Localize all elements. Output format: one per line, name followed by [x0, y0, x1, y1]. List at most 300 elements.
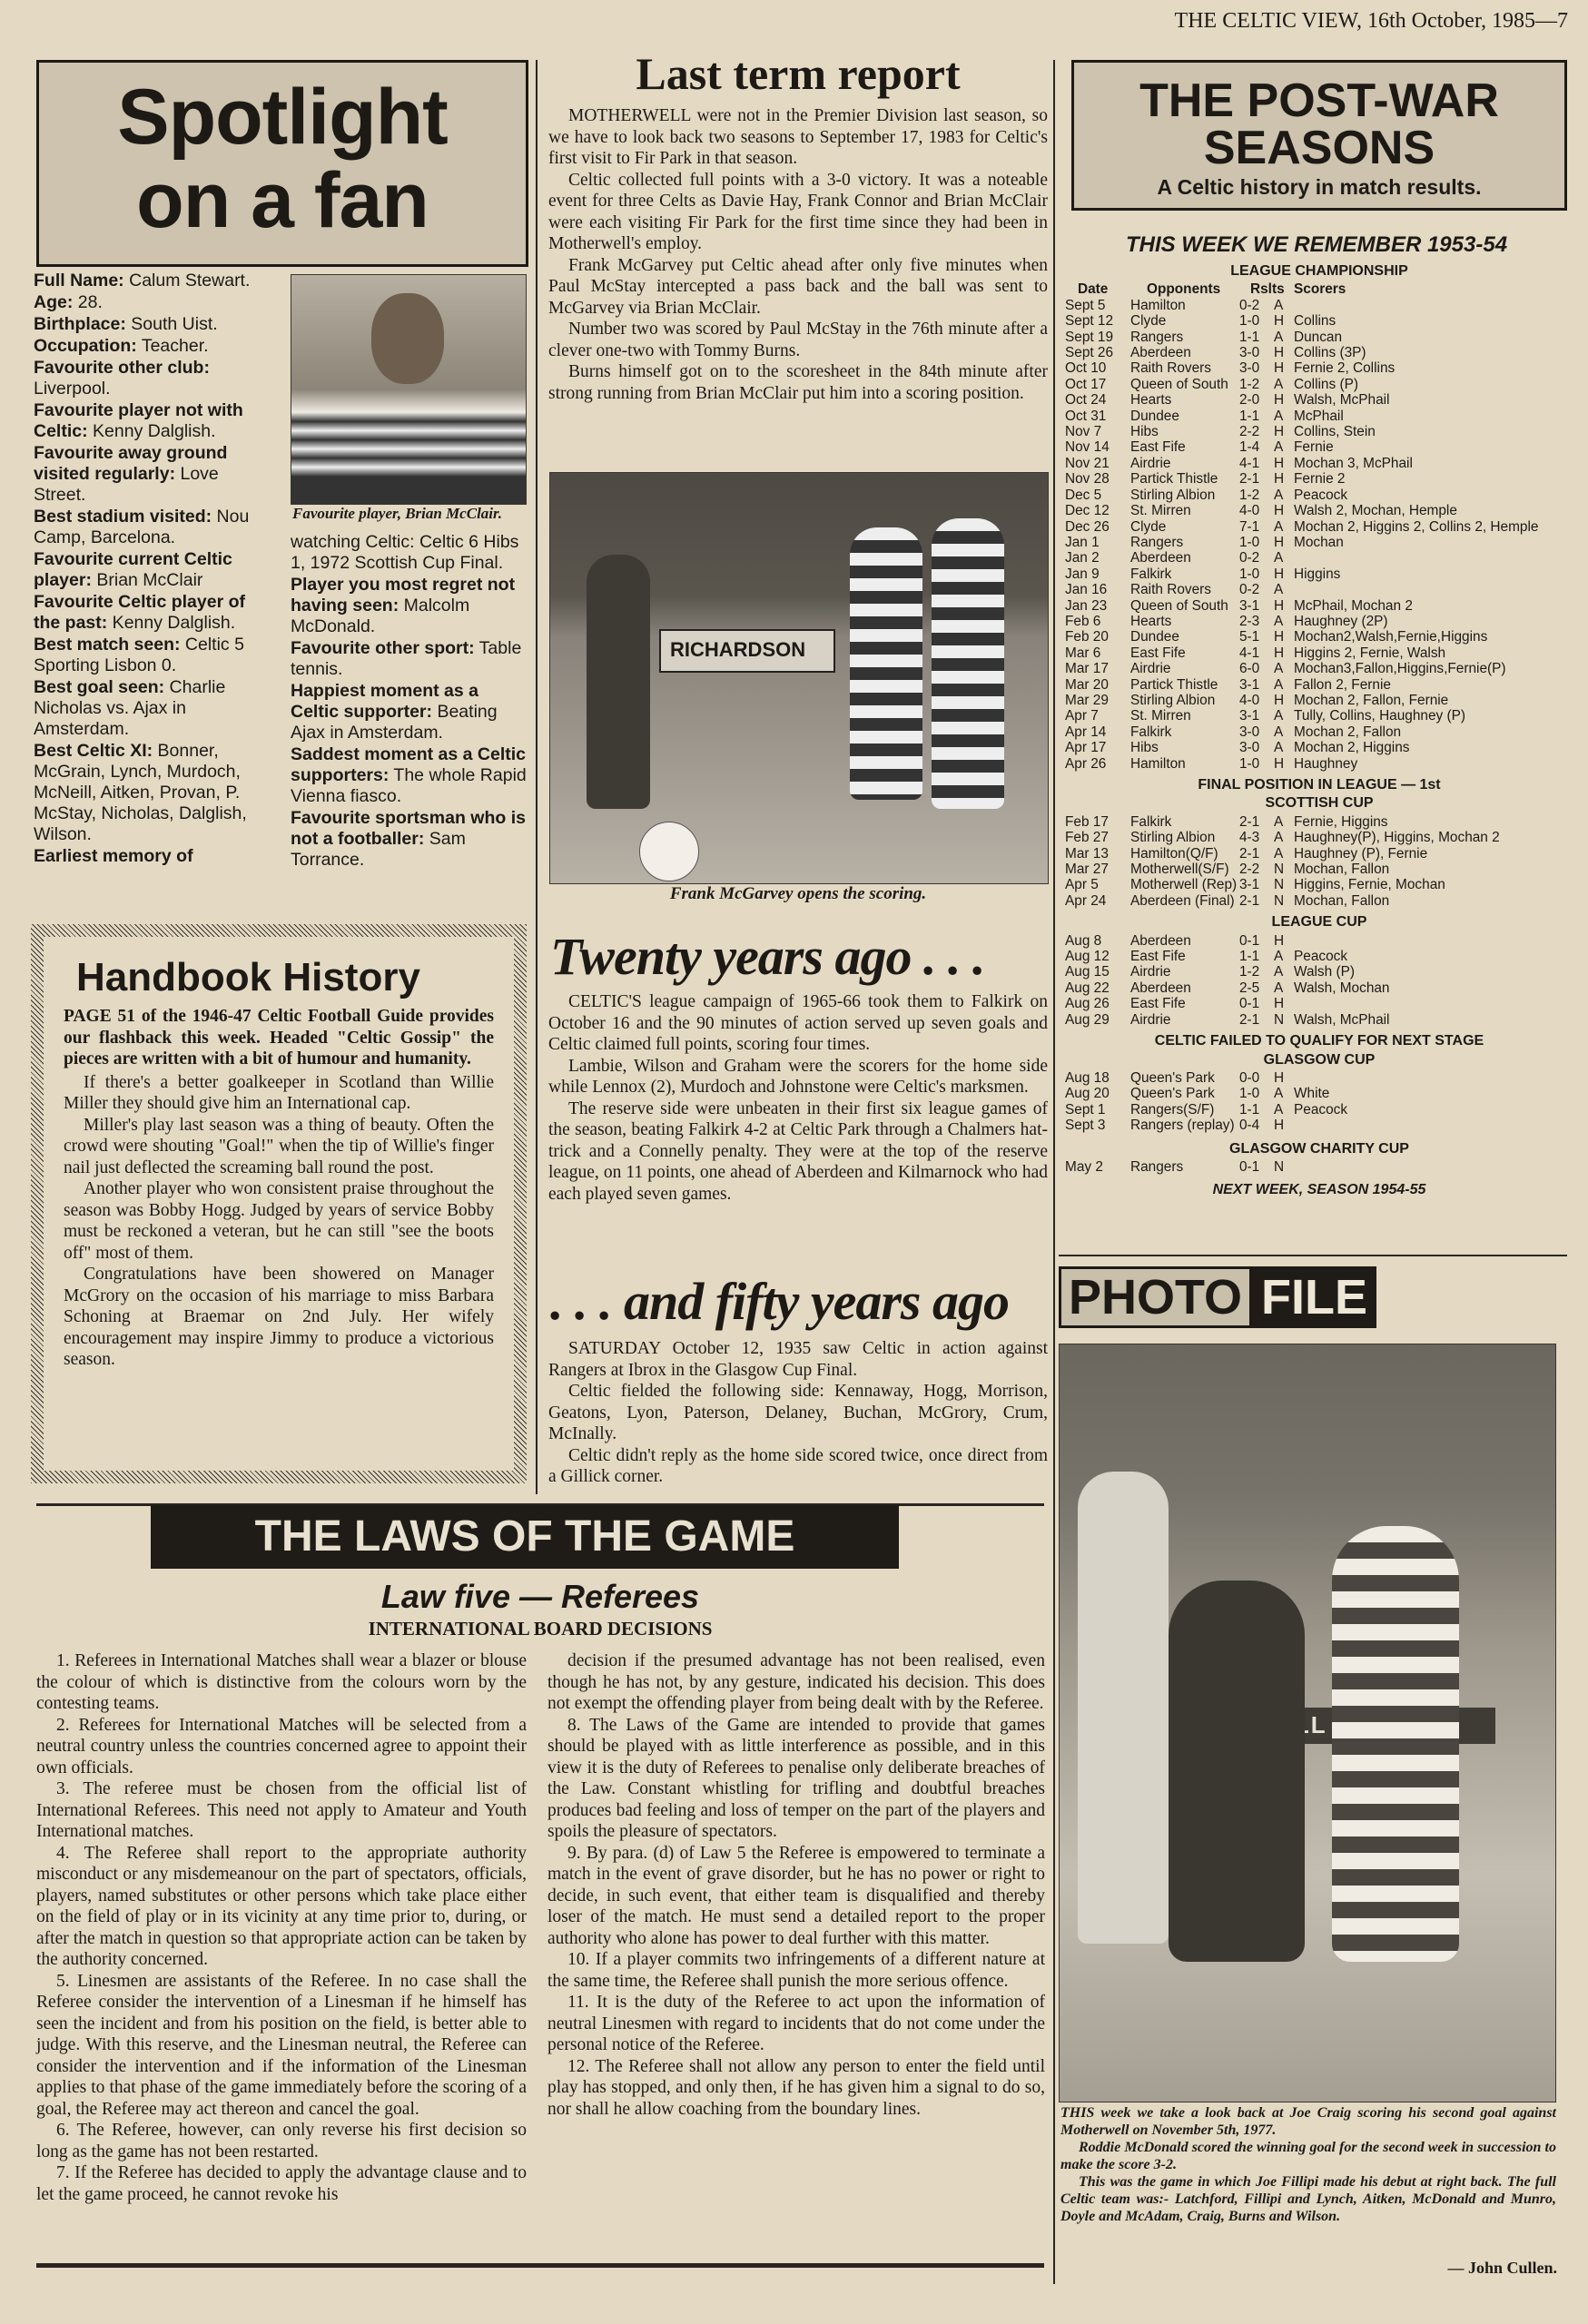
fan-field-label: Happiest moment as a Celtic supporter:	[291, 681, 478, 722]
result-row	[1065, 598, 1573, 614]
photofile-photo	[1059, 1344, 1556, 2102]
result-scorers: White	[1294, 1086, 1330, 1102]
charity-cup-title: GLASGOW CHARITY CUP	[1229, 1140, 1409, 1157]
law-paragraph: 4. The Referee shall report to the appropriate authority misconduct or any misdemeanour on the part of spectators, officials, players, named substitutes or other persons which take place either on the field of play or in its vicinity at any time prior to, during, or after the match in question so that appropriate action can be taken by the authority concerned.	[36, 1843, 527, 1969]
law-paragraph: 10. If a player commits two infringements of a different nature at the same time, the Referee shall punish the more serious offence.	[547, 1950, 1045, 1991]
result-scorers: Haughney(P), Higgins, Mochan 2	[1294, 830, 1500, 846]
result-opponent: Falkirk	[1130, 813, 1172, 830]
result-row	[1065, 439, 1573, 455]
result-score: 4-1	[1239, 455, 1260, 471]
result-date: Mar 13	[1065, 845, 1109, 862]
result-score: 0-2	[1239, 582, 1260, 598]
result-row	[1065, 693, 1573, 708]
fan-field	[34, 358, 271, 399]
fan-field	[291, 681, 528, 743]
result-venue: A	[1274, 613, 1284, 629]
result-date: Apr 7	[1065, 708, 1099, 724]
result-venue: H	[1274, 755, 1285, 772]
result-row	[1065, 487, 1573, 503]
result-opponent: Hamilton(Q/F)	[1130, 845, 1218, 862]
result-scorers: Collins (3P)	[1294, 345, 1366, 361]
result-row	[1065, 456, 1573, 471]
result-scorers	[1294, 933, 1573, 949]
result-scorers	[1294, 1159, 1573, 1175]
result-score: 7-1	[1239, 518, 1260, 535]
result-score: 1-0	[1239, 313, 1260, 330]
result-score: 4-0	[1239, 692, 1260, 708]
result-row	[1065, 298, 1573, 313]
result-venue: A	[1274, 329, 1284, 345]
glasgow-cup-title: GLASGOW CUP	[1263, 1051, 1376, 1068]
fan-field-label: Full Name:	[34, 271, 124, 290]
result-date: Sept 26	[1065, 345, 1114, 361]
result-row	[1065, 996, 1573, 1011]
result-date: Aug 20	[1065, 1086, 1110, 1102]
law-paragraph: 1. Referees in International Matches shall wear a blazer or blouse the colour of which is distinctive from the colours worn by the contesting teams.	[36, 1651, 527, 1713]
result-venue: A	[1274, 813, 1284, 830]
photofile-title	[1059, 1265, 1376, 1329]
result-date: Dec 26	[1065, 518, 1110, 535]
result-row	[1065, 708, 1573, 724]
fan-field	[34, 443, 271, 506]
last-term-photo	[549, 472, 1049, 884]
result-opponent: Partick Thistle	[1130, 676, 1218, 693]
result-venue: N	[1274, 862, 1285, 878]
result-venue: H	[1274, 645, 1285, 661]
result-opponent: Raith Rovers	[1130, 582, 1211, 598]
result-date: Jan 1	[1065, 534, 1100, 550]
result-venue: H	[1274, 1118, 1285, 1134]
result-scorers: Peacock	[1294, 487, 1348, 503]
fan-earliest-memory: watching Celtic: Celtic 6 Hibs 1, 1972 Scottish Cup Final.	[291, 532, 519, 573]
result-opponent: East Fife	[1130, 949, 1186, 965]
result-date: Mar 27	[1065, 862, 1109, 878]
photofile-caption	[1060, 2104, 1556, 2225]
result-venue: H	[1274, 932, 1285, 949]
result-row	[1065, 645, 1573, 661]
result-date: Feb 20	[1065, 629, 1109, 645]
result-date: Nov 7	[1065, 424, 1102, 440]
result-opponent: Motherwell (Rep)	[1130, 877, 1238, 893]
photofile-title-a: PHOTO	[1059, 1266, 1252, 1328]
result-scorers: Walsh, Mochan	[1294, 980, 1390, 996]
result-opponent: Hearts	[1130, 613, 1172, 629]
result-score: 5-1	[1239, 629, 1260, 645]
result-score: 1-1	[1239, 949, 1260, 965]
result-row	[1065, 582, 1573, 597]
result-score: 2-1	[1239, 892, 1260, 909]
result-row	[1065, 519, 1573, 535]
result-opponent: Stirling Albion	[1130, 692, 1216, 708]
result-date: Feb 17	[1065, 813, 1109, 830]
player-figure	[1078, 1472, 1169, 1944]
result-scorers	[1294, 298, 1573, 313]
result-score: 4-0	[1239, 503, 1260, 519]
fan-field	[34, 846, 271, 867]
result-opponent: East Fife	[1130, 645, 1186, 661]
fan-field	[34, 292, 271, 313]
result-date: Apr 17	[1065, 740, 1107, 756]
result-row	[1065, 345, 1573, 360]
fan-field-label: Favourite sportsman who is not a footballer:	[291, 808, 526, 849]
law-paragraph: 5. Linesmen are assistants of the Referee. In no case shall the Referee consider the intervention of a Linesman if he himself has seen the incident and from his position on the field, is better able to judge. With this reserve, and the Linesman neutral, the Referee can consider the intervention and if the information of the Linesman applies to that phase of the game immediately before the scoring of a goal, the Referee may act thereon and cancel the goal.	[36, 1971, 527, 2119]
last-term-paragraph: MOTHERWELL were not in the Premier Division last season, so we have to look back two seasons to September 17, 1983 for Celtic's first visit to Fir Park in that season.	[548, 106, 1048, 168]
result-score: 2-5	[1239, 980, 1260, 996]
next-week: NEXT WEEK, SEASON 1954-55	[1212, 1182, 1426, 1198]
fan-field-label: Best stadium visited:	[34, 507, 212, 527]
result-scorers: Walsh, McPhail	[1294, 1011, 1390, 1028]
fifty-title: . . . and fifty years ago	[550, 1272, 1009, 1331]
photofile-byline: — John Cullen.	[1447, 2259, 1557, 2277]
fan-field	[34, 592, 271, 634]
law-paragraph: 3. The referee must be chosen from the official list of International Referees. This need not apply to Amateur and Youth International matches.	[36, 1779, 527, 1841]
laws-subtitle: Law five — Referees	[380, 1578, 700, 1615]
handbook-body	[44, 1070, 514, 1373]
fan-photo-head	[371, 293, 444, 384]
result-date: Dec 5	[1065, 487, 1102, 503]
twenty-paragraph: The reserve side were unbeaten in their first six league games of the season, beating Falkirk 4-2 at Celtic Park through a Chalmers hat-trick and a Connelly penalty. They were at the top of the reserve league, on 11 points, one ahead of Aberdeen and Kilmarnock who had each played seven games.	[548, 1098, 1048, 1204]
result-scorers: Duncan	[1294, 329, 1343, 345]
result-date: Oct 10	[1065, 360, 1107, 377]
result-opponent: East Fife	[1130, 996, 1186, 1012]
fan-field-value: Bonner, McGrain, Lynch, Murdoch, McNeill, Aitken, Provan, P. McStay, Nicholas, Dalglish, Wilson.	[34, 741, 247, 844]
result-score: 4-1	[1239, 645, 1260, 661]
last-term-body	[548, 105, 1048, 404]
result-score: 1-2	[1239, 376, 1260, 392]
result-row	[1065, 877, 1573, 892]
laws-banner: THE LAWS OF THE GAME	[151, 1505, 899, 1569]
result-date: Nov 28	[1065, 471, 1110, 487]
result-row	[1065, 550, 1573, 566]
result-scorers: Collins	[1294, 313, 1336, 330]
fan-field-label: Best goal seen:	[34, 677, 165, 697]
result-score: 1-0	[1239, 534, 1260, 550]
result-row	[1065, 392, 1573, 408]
result-score: 0-2	[1239, 550, 1260, 566]
result-opponent: Aberdeen	[1130, 980, 1191, 996]
result-scorers: Mochan2,Walsh,Fernie,Higgins	[1294, 629, 1488, 645]
fan-field-label: Favourite Celtic player of the past:	[34, 592, 245, 633]
result-score: 6-0	[1239, 661, 1260, 677]
result-opponent: Hamilton	[1130, 297, 1186, 313]
result-date: Nov 21	[1065, 455, 1110, 471]
result-opponent: Rangers	[1130, 1158, 1184, 1175]
fan-field-value: Love Street.	[34, 464, 219, 505]
result-row	[1065, 629, 1573, 645]
result-row	[1065, 846, 1573, 862]
twenty-body	[548, 991, 1048, 1205]
postwar-title: THE POST-WAR SEASONS	[1139, 74, 1499, 174]
fan-field	[291, 575, 528, 637]
result-date: Mar 20	[1065, 676, 1109, 693]
result-score: 1-1	[1239, 329, 1260, 345]
result-score: 0-1	[1239, 1158, 1260, 1175]
fan-photo-caption: Favourite player, Brian McClair.	[292, 505, 502, 522]
result-venue: H	[1274, 996, 1285, 1012]
last-term-paragraph: Celtic collected full points with a 3-0 victory. It was a noteable event for three Celts as Davie Hay, Frank Connor and Brian McClair were each visiting Fir Park for the first time since they had been in Motherwell's employ.	[548, 170, 1048, 253]
result-date: Sept 3	[1065, 1118, 1106, 1134]
result-row	[1065, 964, 1573, 980]
result-scorers: Haughney (2P)	[1294, 613, 1388, 629]
result-date: Sept 1	[1065, 1101, 1106, 1118]
result-date: Oct 31	[1065, 408, 1107, 424]
ball	[639, 822, 699, 881]
result-row	[1065, 503, 1573, 518]
fan-field	[34, 677, 271, 740]
result-score: 3-0	[1239, 724, 1260, 740]
result-opponent: Clyde	[1130, 518, 1167, 535]
result-scorers: Mochan, Fallon	[1294, 862, 1390, 878]
fan-field-label: Favourite away ground visited regularly:	[34, 443, 228, 484]
result-opponent: St. Mirren	[1130, 708, 1191, 724]
result-venue: A	[1274, 661, 1284, 677]
handbook-paragraph: Miller's play last season was a thing of beauty. Often the crowd were shouting "Goal!" when the tip of Willie's finger nail just deflected the screaming ball round the post.	[64, 1115, 494, 1177]
result-row	[1065, 471, 1573, 487]
fan-field-value: Brian McClair	[91, 570, 203, 590]
result-score: 1-1	[1239, 1101, 1260, 1118]
result-score: 1-1	[1239, 408, 1260, 424]
result-row	[1065, 814, 1573, 830]
results-header	[1065, 281, 1573, 297]
result-score: 2-2	[1239, 424, 1260, 440]
result-score: 0-1	[1239, 932, 1260, 949]
result-row	[1065, 724, 1573, 740]
result-score: 3-0	[1239, 345, 1260, 361]
result-venue: H	[1274, 455, 1285, 471]
column-rule	[536, 60, 538, 1494]
result-date: Apr 24	[1065, 892, 1107, 909]
fan-field-label: Player you most regret not having seen:	[291, 575, 516, 615]
header-scorers: Scorers	[1294, 281, 1346, 298]
result-venue: A	[1274, 845, 1284, 862]
photofile-rule	[1059, 1255, 1567, 1256]
player-figure	[850, 527, 922, 800]
result-venue: A	[1274, 550, 1284, 566]
fifty-body	[548, 1338, 1048, 1488]
result-scorers: Mochan 2, Higgins	[1294, 740, 1410, 756]
result-venue: A	[1274, 376, 1284, 392]
result-scorers	[1294, 1070, 1573, 1086]
fifty-paragraph: Celtic fielded the following side: Kennaway, Hogg, Morrison, Geatons, Lyon, Paterson, Delaney, Buchan, McGrory, Crum, McInally.	[548, 1382, 1048, 1443]
result-scorers: Higgins	[1294, 566, 1341, 582]
result-opponent: Aberdeen	[1130, 550, 1191, 566]
handbook-paragraph: If there's a better goalkeeper in Scotland than Willie Miller they should give him an International cap.	[64, 1072, 494, 1113]
result-venue: H	[1274, 629, 1285, 645]
result-date: Mar 17	[1065, 661, 1109, 677]
result-opponent: Rangers	[1130, 329, 1184, 345]
result-score: 2-1	[1239, 1011, 1260, 1028]
result-date: Mar 29	[1065, 692, 1109, 708]
result-opponent: Airdrie	[1130, 455, 1171, 471]
fan-field-label: Favourite other club:	[34, 358, 210, 378]
result-date: Apr 5	[1065, 877, 1099, 893]
handbook-paragraph: Another player who won consistent praise throughout the season was Bobby Hogg. Judged by years of service Bobby must be reckoned a veteran, but he can still "see the boots off" most of them.	[64, 1179, 494, 1263]
result-score: 3-1	[1239, 597, 1260, 614]
law-paragraph: 11. It is the duty of the Referee to act upon the information of neutral Linesmen with regard to incidents that do not come under the personal notice of the Referee.	[547, 1993, 1045, 2054]
fan-field-label: Favourite player not with Celtic:	[34, 400, 243, 441]
result-row	[1065, 949, 1573, 964]
result-venue: A	[1274, 724, 1284, 740]
fan-field	[34, 741, 271, 845]
result-scorers: Mochan	[1294, 534, 1344, 550]
result-opponent: Queen's Park	[1130, 1086, 1215, 1102]
handbook-paragraph: Congratulations have been showered on Manager McGrory on the occasion of his marriage to miss Barbara Schoning at Braemar on 2nd July. Her wifely encouragement may inspire Jimmy to produce a victorious season.	[64, 1265, 494, 1369]
laws-subsubtitle: INTERNATIONAL BOARD DECISIONS	[368, 1618, 713, 1640]
photofile-caption-paragraph: Roddie McDonald scored the winning goal for the second week in succession to make the score 3-2.	[1060, 2140, 1556, 2172]
fan-field	[34, 336, 271, 357]
result-row	[1065, 424, 1573, 439]
result-venue: H	[1274, 471, 1285, 487]
result-score: 0-0	[1239, 1069, 1260, 1086]
spotlight-title: Spotlight on a fan	[117, 74, 448, 244]
fifty-paragraph: Celtic didn't reply as the home side scored twice, once direct from a Gillick corner.	[548, 1445, 1048, 1486]
fan-field-value: Beating Ajax in Amsterdam.	[291, 702, 498, 743]
result-scorers: Peacock	[1294, 1101, 1348, 1118]
result-scorers: Haughney	[1294, 755, 1358, 772]
photofile-title-b: FILE	[1252, 1266, 1376, 1328]
postwar-title-box	[1071, 60, 1567, 211]
result-opponent: St. Mirren	[1130, 503, 1191, 519]
result-venue: N	[1274, 1011, 1285, 1028]
result-score: 1-2	[1239, 964, 1260, 980]
fan-field-value: Charlie Nicholas vs. Ajax in Amsterdam.	[34, 677, 226, 739]
result-date: Sept 19	[1065, 329, 1114, 345]
result-scorers: Higgins 2, Fernie, Walsh	[1294, 645, 1446, 661]
fan-field-value: Teacher.	[136, 336, 209, 356]
fan-field-label: Saddest moment as a Celtic supporters:	[291, 744, 527, 785]
failed-note: CELTIC FAILED TO QUALIFY FOR NEXT STAGE	[1154, 1033, 1484, 1049]
fan-photo	[291, 274, 527, 505]
fan-field-value: Sam Torrance.	[291, 829, 466, 870]
result-venue: H	[1274, 503, 1285, 519]
result-scorers: Collins (P)	[1294, 376, 1358, 392]
result-row	[1065, 535, 1573, 550]
result-score: 3-1	[1239, 708, 1260, 724]
fan-field-label: Age:	[34, 292, 74, 312]
last-term-paragraph: Frank McGarvey put Celtic ahead after only five minutes when Paul McStay intercepted a pass back and the ball was sent to McGarvey via Brian McClair.	[548, 255, 1048, 318]
result-scorers: Higgins, Fernie, Mochan	[1294, 877, 1445, 893]
result-opponent: Stirling Albion	[1130, 830, 1216, 846]
fan-field-label: Earliest memory of	[34, 846, 193, 866]
postwar-subtitle: A Celtic history in match results.	[1157, 175, 1482, 199]
header-date: Date	[1078, 281, 1109, 298]
fan-field-value: Liverpool.	[34, 379, 111, 399]
fan-field-value: Nou Camp, Barcelona.	[34, 507, 250, 547]
goalkeeper-figure	[1169, 1581, 1305, 1962]
result-opponent: Dundee	[1130, 408, 1179, 424]
result-venue: A	[1274, 964, 1284, 980]
player-figure	[587, 555, 650, 809]
result-scorers	[1294, 550, 1573, 566]
result-opponent: Hibs	[1130, 740, 1159, 756]
result-opponent: Airdrie	[1130, 661, 1171, 677]
postwar-week-heading: THIS WEEK WE REMEMBER 1953-54	[1125, 232, 1508, 257]
league-title: LEAGUE CHAMPIONSHIP	[1230, 263, 1408, 279]
result-scorers: Mochan, Fallon	[1294, 892, 1390, 909]
result-opponent: East Fife	[1130, 439, 1186, 456]
result-date: Feb 27	[1065, 830, 1109, 846]
result-score: 3-0	[1239, 360, 1260, 377]
result-scorers	[1294, 996, 1573, 1011]
fifty-paragraph: SATURDAY October 12, 1935 saw Celtic in action against Rangers at Ibrox in the Glasgow Cup Final.	[548, 1339, 1048, 1380]
result-opponent: Aberdeen	[1130, 345, 1191, 361]
result-score: 2-3	[1239, 613, 1260, 629]
fan-field-value: Malcolm McDonald.	[291, 596, 470, 636]
result-row	[1065, 677, 1573, 693]
result-date: May 2	[1065, 1158, 1103, 1175]
result-score: 0-1	[1239, 996, 1260, 1012]
result-date: Apr 14	[1065, 724, 1107, 740]
result-row	[1065, 313, 1573, 329]
result-venue: A	[1274, 740, 1284, 756]
result-venue: H	[1274, 392, 1285, 409]
twenty-paragraph: CELTIC'S league campaign of 1965-66 took them to Falkirk on October 16 and the 90 minutes of action served up seven goals and Celtic claimed full points, scoring four times.	[548, 992, 1048, 1054]
result-date: Feb 6	[1065, 613, 1101, 629]
header-opponents: Opponents	[1147, 281, 1221, 298]
result-score: 4-3	[1239, 830, 1260, 846]
result-score: 2-1	[1239, 471, 1260, 487]
result-row	[1065, 1118, 1573, 1133]
result-score: 1-2	[1239, 487, 1260, 503]
fan-field	[291, 638, 528, 680]
result-score: 1-0	[1239, 755, 1260, 772]
result-venue: A	[1274, 949, 1284, 965]
result-date: Jan 16	[1065, 582, 1108, 598]
result-row	[1065, 1070, 1573, 1086]
result-venue: H	[1274, 597, 1285, 614]
result-venue: A	[1274, 830, 1284, 846]
photofile-caption-paragraph: THIS week we take a look back at Joe Craig scoring his second goal against Motherwell on November 5th, 1977.	[1060, 2105, 1556, 2138]
result-scorers: Walsh 2, Mochan, Hemple	[1294, 503, 1457, 519]
result-opponent: Rangers(S/F)	[1130, 1101, 1215, 1118]
law-paragraph: 2. Referees for International Matches will be selected from a neutral country unless the countries concerned agree to appoint their own officials.	[36, 1715, 527, 1777]
result-date: Jan 23	[1065, 597, 1108, 614]
result-date: Sept 5	[1065, 297, 1106, 313]
result-scorers: Fernie 2, Collins	[1294, 360, 1396, 377]
result-opponent: Queen of South	[1130, 376, 1228, 392]
last-term-paragraph: Number two was scored by Paul McStay in the 76th minute after a clever one-two with Tommy Burns.	[548, 320, 1048, 360]
fan-field-value: Table tennis.	[291, 638, 522, 679]
result-score: 2-1	[1239, 845, 1260, 862]
fan-field-value: Kenny Dalglish.	[107, 613, 236, 633]
result-row	[1065, 893, 1573, 909]
result-venue: A	[1274, 487, 1284, 503]
result-opponent: Raith Rovers	[1130, 360, 1211, 377]
handbook-title: Handbook History	[76, 955, 420, 1000]
law-paragraph: 7. If the Referee has decided to apply the advantage clause and to let the game proceed, he cannot revoke his	[36, 2163, 527, 2204]
result-venue: H	[1274, 360, 1285, 377]
header-results: Rslts	[1250, 281, 1285, 298]
result-opponent: Aberdeen (Final)	[1130, 892, 1235, 909]
twenty-title: Twenty years ago . . .	[550, 927, 985, 986]
fan-field-label: Favourite other sport:	[291, 638, 475, 658]
result-venue: A	[1274, 1086, 1284, 1102]
result-venue: H	[1274, 1069, 1285, 1086]
result-opponent: Queen of South	[1130, 597, 1228, 614]
handbook-panel	[44, 937, 514, 1471]
result-row	[1065, 980, 1573, 996]
result-score: 2-1	[1239, 813, 1260, 830]
fan-field-value: Calum Stewart.	[123, 271, 251, 290]
result-scorers: Peacock	[1294, 949, 1348, 965]
fan-field	[34, 314, 271, 335]
result-opponent: Dundee	[1130, 629, 1179, 645]
result-venue: H	[1274, 566, 1285, 582]
result-venue: A	[1274, 439, 1284, 456]
law-paragraph: 6. The Referee, however, can only reverse his first decision so long as the game has not been restarted.	[36, 2121, 527, 2162]
result-row	[1065, 360, 1573, 376]
result-scorers	[1294, 1118, 1573, 1133]
